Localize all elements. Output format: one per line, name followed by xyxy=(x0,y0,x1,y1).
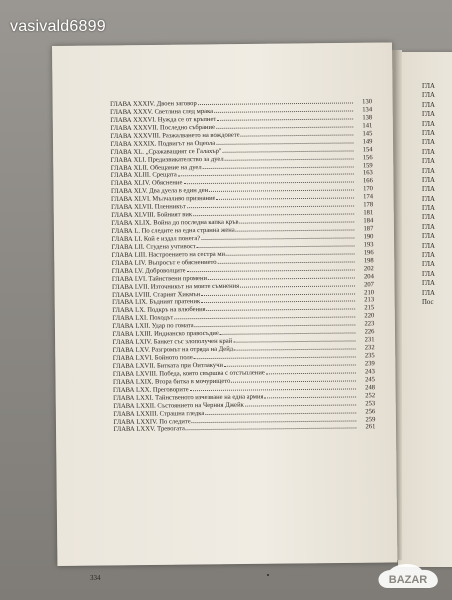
toc-entry-title: ГЛАВА LXV. Разгромът на отряда на Дейд xyxy=(112,345,234,355)
toc-entry-page: 259 xyxy=(365,415,376,423)
toc-entry-title: ГЛАВА LXVI. Бойното поле xyxy=(112,354,193,362)
toc-entry-page: 204 xyxy=(363,272,374,280)
toc-entry-title: ГЛАВА L. По следите на една странна жена xyxy=(111,226,235,235)
right-page-line: ГЛА xyxy=(422,289,435,297)
right-page-line: ГЛА xyxy=(422,205,435,213)
leader-dots xyxy=(240,280,355,287)
toc-entry-title: ГЛАВА XLVI. Мълчаливо признание xyxy=(111,195,216,204)
leader-dots xyxy=(190,383,356,391)
toc-entry-page: 184 xyxy=(363,217,374,225)
toc-entry-title: ГЛАВА LXXIV. По следите xyxy=(113,417,191,426)
right-page-line: ГЛА xyxy=(422,101,435,109)
toc-entry-page: 232 xyxy=(364,344,375,352)
toc-entry-page: 159 xyxy=(362,161,373,169)
leader-dots xyxy=(241,129,354,136)
toc-entry-page: 261 xyxy=(365,423,376,431)
leader-dots xyxy=(225,153,354,160)
toc-entry-page: 174 xyxy=(363,193,374,201)
leader-dots xyxy=(205,407,356,415)
leader-dots xyxy=(216,121,353,128)
toc-entry-page: 130 xyxy=(362,98,373,106)
toc-entry-page: 248 xyxy=(365,383,376,392)
leader-dots xyxy=(266,367,356,374)
toc-entry-title: ГЛАВА LXII. Удар по гомата xyxy=(112,322,194,331)
toc-entry-title: ГЛАВА LXX. Преговорите xyxy=(113,385,189,394)
toc-entry-page: 187 xyxy=(363,225,374,233)
leader-dots xyxy=(245,399,356,406)
toc-entry-title: ГЛАВА LXXIII. Страшна гледка xyxy=(113,409,205,418)
leader-dots xyxy=(209,185,354,193)
leader-dots xyxy=(224,359,356,366)
toc-entry-title: ГЛАВА LV. Доброволците xyxy=(111,266,186,275)
toc-entry-page: 141 xyxy=(362,122,373,130)
toc-entry-page: 181 xyxy=(363,209,374,217)
toc-entry-title: ГЛАВА XXXVIII. Разжалването на вождовете xyxy=(110,131,240,140)
toc-entry-page: 226 xyxy=(364,328,375,336)
leader-dots xyxy=(194,351,356,359)
leader-dots xyxy=(216,193,354,200)
toc-entry-page: 149 xyxy=(362,137,373,146)
right-page-line: ГЛА xyxy=(422,176,435,184)
toc-entry-title: ГЛАВА LXIX. Втора битка в мочурището xyxy=(112,377,231,386)
toc-entry-title: ГЛАВА LXVIII. Победа, която свършва с отстъпление xyxy=(112,369,265,378)
toc-entry-page: 196 xyxy=(363,249,374,257)
leader-dots xyxy=(217,113,353,120)
leader-dots xyxy=(240,217,355,224)
leader-dots xyxy=(201,232,354,240)
toc-entry-title: ГЛАВА XLVII. Пленникът xyxy=(111,203,186,212)
toc-entry-page: 207 xyxy=(364,280,374,288)
toc-entry-title: ГЛАВА LXIV. Банкет със злополучен край xyxy=(112,337,233,347)
right-page-line: ГЛА xyxy=(422,92,435,100)
toc-entry-page: 202 xyxy=(363,264,374,273)
leader-dots xyxy=(216,137,353,144)
toc-entry-title: ГЛАВА XXXV. Светлина след мрака xyxy=(110,107,214,116)
toc-entry-title: ГЛАВА XXXVII. Последно събрание xyxy=(110,123,216,132)
toc-entry-page: 239 xyxy=(364,360,375,368)
leader-dots xyxy=(218,256,355,263)
toc-entry-page: 156 xyxy=(362,153,373,161)
toc-entry-page: 178 xyxy=(363,201,374,209)
leader-dots xyxy=(195,320,356,328)
toc-entry-title: ГЛАВА LIV. Въпросът е обяснението xyxy=(111,258,217,267)
leader-dots xyxy=(192,415,357,423)
leader-dots xyxy=(187,201,354,209)
table-of-contents xyxy=(110,97,375,433)
toc-entry-page: 243 xyxy=(364,368,375,376)
leader-dots xyxy=(186,264,354,272)
toc-entry-title: ГЛАВА XXXIV. Двоен заговор xyxy=(110,100,197,108)
right-page-line: ГЛА xyxy=(422,252,435,260)
leader-dots xyxy=(201,288,355,296)
toc-entry-page: 252 xyxy=(365,391,376,400)
right-page-line: ГЛА xyxy=(422,158,435,166)
right-page-line: ГЛА xyxy=(422,148,435,156)
leader-dots xyxy=(174,312,355,320)
toc-entry-page: 256 xyxy=(365,407,376,415)
leader-dots xyxy=(208,272,355,280)
toc-entry-page: 198 xyxy=(363,256,374,265)
toc-entry-title: ГЛАВА LXXI. Тайнственото изчезване на една армия xyxy=(113,393,264,402)
toc-entry-title: ГЛАВА LIX. Бъдният пратеник xyxy=(112,298,201,307)
leader-dots xyxy=(223,145,354,152)
bazar-logo-icon xyxy=(368,558,452,600)
toc-entry-page: 215 xyxy=(364,304,375,312)
leader-dots xyxy=(201,296,355,304)
right-page-line: ГЛА xyxy=(422,111,435,119)
leader-dots xyxy=(226,248,355,255)
leader-dots xyxy=(236,224,355,231)
toc-entry-page: 138 xyxy=(362,114,373,122)
toc-entry-page: 166 xyxy=(362,177,373,185)
leader-dots xyxy=(186,423,357,431)
leader-dots xyxy=(214,105,353,112)
right-page-line: ГЛА xyxy=(422,139,435,147)
leader-dots xyxy=(203,161,354,169)
toc-entry-page: 163 xyxy=(362,169,373,177)
print-mark xyxy=(267,574,269,576)
toc-entry-title: ГЛАВА XL. „Сражаващият се Галахър" xyxy=(110,147,222,156)
right-page-line: ГЛА xyxy=(422,186,435,194)
leader-dots xyxy=(183,177,354,185)
right-page-line: ГЛА xyxy=(422,280,435,288)
toc-entry-title: ГЛАВА XLIII. Срещата xyxy=(110,171,177,180)
leader-dots xyxy=(193,209,354,217)
toc-entry-title: ГЛАВА LX. Подкръ на влюбения xyxy=(112,306,206,315)
toc-entry-page: 223 xyxy=(364,320,375,328)
toc-entry-title: ГЛАВА XLIX. Война до последна капка кръв xyxy=(111,218,239,228)
toc-entry-page: 220 xyxy=(364,312,375,320)
toc-entry-title: ГЛАВА LVIII. Старият Хикмън xyxy=(112,290,201,299)
toc-entry-page: 253 xyxy=(365,399,376,407)
toc-entry-page: 193 xyxy=(363,241,374,249)
toc-entry-title: ГЛАВА LI. Кой е издал понега? xyxy=(111,235,201,243)
right-page-line: ГЛА xyxy=(422,83,435,90)
toc-entry-title: ГЛАВА LXIII. Индианско правосъдие xyxy=(112,330,219,339)
right-page-line: ГЛА xyxy=(422,167,435,175)
toc-entry-page: 245 xyxy=(365,376,375,384)
watermark-username: vasivald6899 xyxy=(10,18,106,35)
right-page-line: ГЛА xyxy=(422,270,435,278)
leader-dots xyxy=(231,375,356,382)
right-page-line: ГЛА xyxy=(422,120,435,128)
toc-entry-title: ГЛАВА LXI. Походът xyxy=(112,314,174,323)
toc-entry-title: ГЛАВА LXXV. Тревогата xyxy=(113,425,185,434)
right-page-text xyxy=(422,82,452,307)
leader-dots xyxy=(198,97,353,105)
toc-entry-title: ГЛАВА XLV. Два дуела в един ден xyxy=(110,187,209,196)
right-page-line: ГЛА xyxy=(422,195,435,203)
leader-dots xyxy=(207,304,356,312)
toc-entry-page: 145 xyxy=(362,130,373,138)
toc-entry-page: 170 xyxy=(363,185,373,193)
right-page-line: ГЛА xyxy=(422,129,435,137)
toc-entry-title: ГЛАВА XLII. Обещание на дуел xyxy=(110,163,202,172)
toc-entry-page: 213 xyxy=(364,296,375,304)
leader-dots xyxy=(178,169,354,177)
toc-entry-title: ГЛАВА XXXVI. Нужда се от кръпнет xyxy=(110,115,217,124)
leader-dots xyxy=(233,336,355,343)
toc-entry-title: ГЛАВА XXXIX. Подвигът на Оцеола xyxy=(110,139,216,148)
toc-entry-page: 190 xyxy=(363,233,374,241)
right-page-line: ГЛА xyxy=(422,223,435,231)
toc-entry-title: ГЛАВА LVII. Източникът на моите съмнения xyxy=(111,282,240,291)
leader-dots xyxy=(220,328,356,335)
toc-entry-page: 231 xyxy=(364,336,375,344)
toc-entry-page: 235 xyxy=(364,352,375,360)
toc-entry-title: ГЛАВА LVI. Тайнствени промени xyxy=(111,274,208,283)
leader-dots xyxy=(234,344,356,351)
toc-entry-title: ГЛАВА LIII. Настроението на сестра ми xyxy=(111,250,226,259)
toc-entry-page: 210 xyxy=(364,288,375,296)
toc-entry-page: 134 xyxy=(362,106,373,114)
right-page-line: ГЛА xyxy=(422,214,435,222)
logo-text: BAZAR xyxy=(388,574,428,586)
right-page-line: ГЛА xyxy=(422,261,435,269)
toc-entry-title: ГЛАВА XLVIII. Бойният вик xyxy=(111,211,193,220)
toc-entry-title: ГЛАВА LXXII. Състоянието на Черния Джейк xyxy=(113,401,244,410)
toc-entry-title: ГЛАВА LII. Студена учтивост xyxy=(111,242,196,251)
leader-dots xyxy=(197,240,355,248)
toc-entry-page: 154 xyxy=(362,145,373,153)
page-number: 334 xyxy=(90,574,101,582)
right-page-line: ГЛА xyxy=(422,242,435,250)
right-page-line: ГЛА xyxy=(422,233,435,241)
toc-entry-title: ГЛАВА LXVII. Битката при Оитлакучи xyxy=(112,361,224,370)
toc-entry-title: ГЛАВА XLIV. Обяснение xyxy=(110,179,183,188)
leader-dots xyxy=(264,391,356,398)
right-page-line: Пос xyxy=(422,298,434,306)
toc-entry-title: ГЛАВА XLI. Предизвикателство за дуел xyxy=(110,155,224,164)
